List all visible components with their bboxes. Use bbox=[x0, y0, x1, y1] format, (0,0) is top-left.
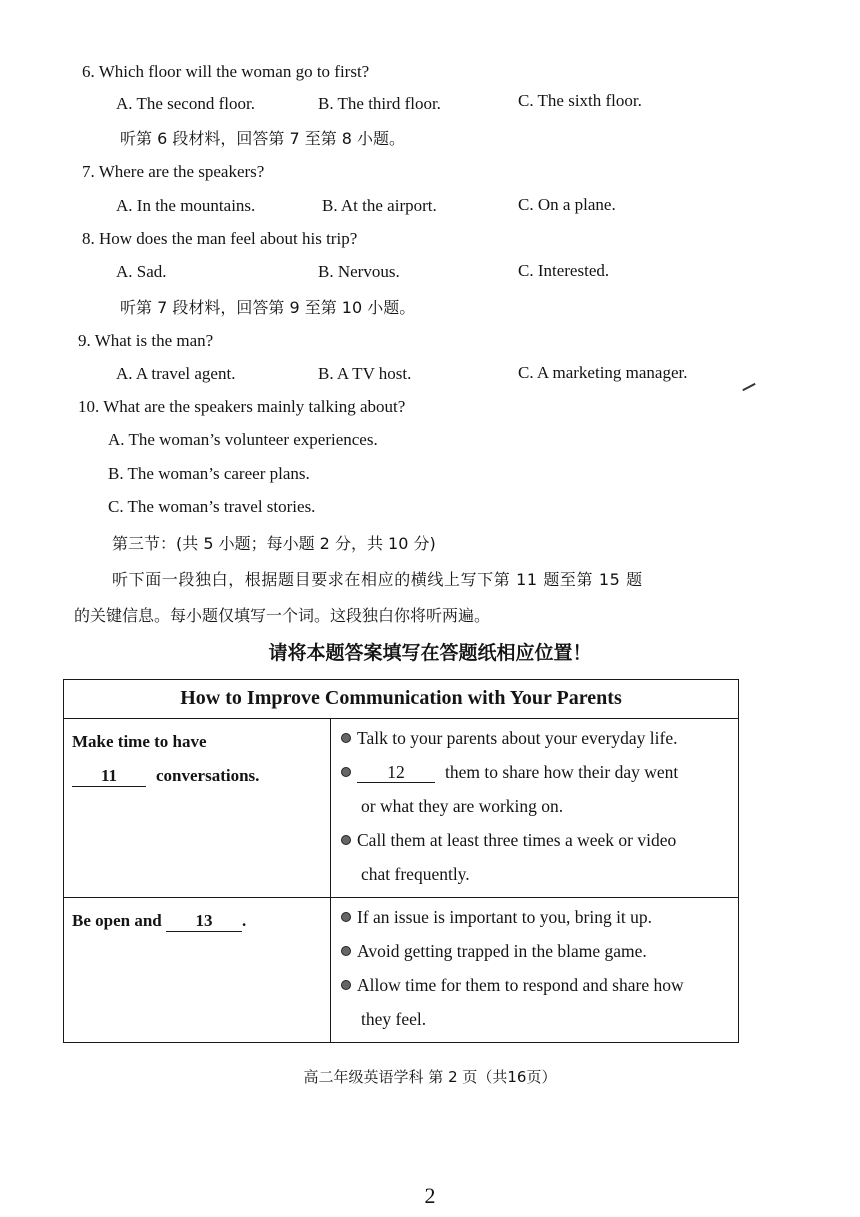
section-3-instruction-line1: 听下面一段独白，根据题目要求在相应的横线上写下第 11 题至第 15 题 bbox=[112, 570, 643, 589]
row2-bullet2-text: Avoid getting trapped in the blame game. bbox=[357, 941, 647, 961]
q6-option-c: C. The sixth floor. bbox=[518, 91, 642, 110]
row1-details bbox=[331, 719, 739, 898]
row2-details bbox=[331, 898, 739, 1043]
page-footer: 高二年级英语学科 第 2 页（共16页） bbox=[303, 1068, 557, 1086]
row1-bullet1-text: Talk to your parents about your everyday life. bbox=[357, 728, 678, 748]
table-row bbox=[64, 719, 739, 898]
row1-topic-suffix: conversations. bbox=[156, 766, 260, 785]
q9-option-a: A. A travel agent. bbox=[116, 364, 236, 383]
bullet-icon bbox=[341, 733, 351, 743]
q10-option-c: C. The woman’s travel stories. bbox=[108, 497, 316, 516]
question-8: 8. How does the man feel about his trip? bbox=[82, 229, 358, 248]
q8-option-c: C. Interested. bbox=[518, 261, 610, 280]
answer-notice: 请将本题答案填写在答题纸相应位置！ bbox=[268, 642, 592, 664]
list-item bbox=[341, 823, 730, 857]
row1-bullet2-text: them to share how their day went bbox=[445, 762, 679, 782]
bullet-icon bbox=[341, 912, 351, 922]
list-item bbox=[341, 934, 730, 968]
question-7: 7. Where are the speakers? bbox=[82, 162, 265, 181]
q10-option-a: A. The woman’s volunteer experiences. bbox=[108, 430, 378, 449]
pen-mark bbox=[742, 383, 755, 391]
row1-topic bbox=[64, 719, 331, 898]
bullet-icon bbox=[341, 767, 351, 777]
bullet-icon bbox=[341, 980, 351, 990]
q8-option-b: B. Nervous. bbox=[318, 262, 400, 281]
question-10: 10. What are the speakers mainly talking about? bbox=[78, 397, 406, 416]
blank-11: 11 bbox=[72, 766, 146, 787]
row2-topic bbox=[64, 898, 331, 1043]
row1-bullet3-text: Call them at least three times a week or video bbox=[357, 830, 677, 850]
list-item bbox=[341, 755, 730, 789]
q10-option-b: B. The woman’s career plans. bbox=[108, 464, 310, 483]
row2-topic-suffix: . bbox=[242, 911, 247, 930]
row2-topic-prefix: Be open and bbox=[72, 911, 162, 930]
communication-table bbox=[63, 679, 739, 1043]
row1-topic-line1: Make time to have bbox=[72, 732, 207, 751]
question-9: 9. What is the man? bbox=[78, 331, 214, 350]
row2-bullet3-continuation: they feel. bbox=[361, 1009, 427, 1029]
table-row bbox=[64, 898, 739, 1043]
row2-bullet3-text: Allow time for them to respond and share how bbox=[357, 975, 684, 995]
page-number: 2 bbox=[424, 1183, 436, 1208]
list-item bbox=[341, 721, 730, 755]
row1-bullet2-continuation: or what they are working on. bbox=[361, 796, 564, 816]
q6-option-b: B. The third floor. bbox=[318, 94, 441, 113]
q7-option-b: B. At the airport. bbox=[322, 196, 437, 215]
bullet-icon bbox=[341, 946, 351, 956]
row1-bullet3-continuation: chat frequently. bbox=[361, 864, 470, 884]
row1-topic-line2 bbox=[72, 759, 322, 793]
q6-option-a: A. The second floor. bbox=[116, 94, 255, 113]
blank-13: 13 bbox=[166, 911, 242, 932]
q9-option-b: B. A TV host. bbox=[318, 364, 412, 383]
q7-option-a: A. In the mountains. bbox=[116, 196, 256, 215]
q8-option-a: A. Sad. bbox=[116, 262, 167, 281]
list-item bbox=[341, 968, 730, 1002]
blank-12: 12 bbox=[357, 762, 435, 783]
section-7-instruction: 听第 7 段材料，回答第 9 至第 10 小题。 bbox=[120, 298, 416, 317]
row2-bullet1-text: If an issue is important to you, bring it up. bbox=[357, 907, 653, 927]
section-3-instruction-line2: 的关键信息。每小题仅填写一个词。这段独白你将听两遍。 bbox=[74, 606, 491, 625]
list-item bbox=[341, 900, 730, 934]
q9-option-c: C. A marketing manager. bbox=[518, 363, 688, 382]
bullet-icon bbox=[341, 835, 351, 845]
section-3-heading: 第三节：(共 5 小题；每小题 2 分，共 10 分) bbox=[112, 534, 436, 553]
question-6: 6. Which floor will the woman go to first? bbox=[82, 62, 370, 81]
table-title: How to Improve Communication with Your Parents bbox=[64, 680, 739, 719]
q7-option-c: C. On a plane. bbox=[518, 195, 616, 214]
section-6-instruction: 听第 6 段材料，回答第 7 至第 8 小题。 bbox=[120, 129, 406, 148]
